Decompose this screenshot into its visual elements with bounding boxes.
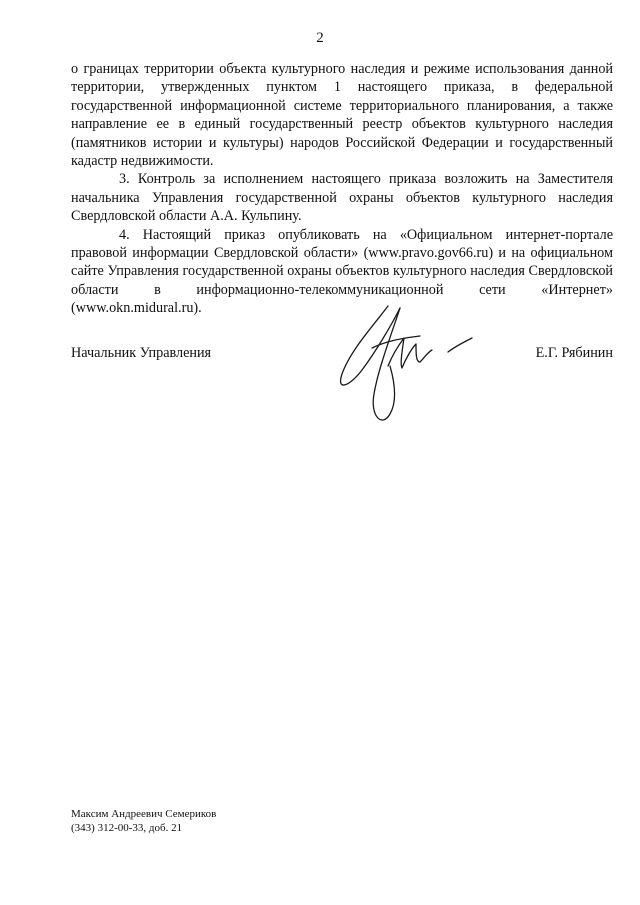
- document-body: [71, 60, 613, 318]
- signatory-name: Е.Г. Рябинин: [535, 345, 613, 361]
- executor-info: [71, 807, 216, 835]
- page-number: 2: [316, 30, 324, 46]
- executor-name: Максим Андреевич Семериков: [71, 808, 217, 820]
- handwritten-signature: [328, 296, 478, 432]
- signatory-title: Начальник Управления: [71, 345, 212, 361]
- paragraph-continuation: о границах территории объекта культурного наследия и режиме использования данной территории, утвержденных пунктом 1 настоящего приказа, в федеральной государственной информационной системе территориального планирования, а также направление ее в единый государственный реестр объектов культурного наследия (памятников истории и культуры) народов Российской Федерации и государственный кадастр недвижимости.: [71, 61, 613, 170]
- paragraph-item-4: 4. Настоящий приказ опубликовать на «Официальном интернет-портале правовой информации Свердловской области» (www.pravo.gov66.ru) и на официальном сайте Управления государственной охраны объектов культурного наследия Свердловской области в информационно-телекоммуникационной сети «Интернет» (www.okn.midural.ru).: [71, 226, 613, 317]
- executor-phone: (343) 312-00-33, доб. 21: [71, 822, 183, 834]
- paragraph-item-3: 3. Контроль за исполнением настоящего приказа возложить на Заместителя начальника Управления государственной охраны объектов культурного наследия Свердловской области А.А. Кульпину.: [71, 171, 613, 225]
